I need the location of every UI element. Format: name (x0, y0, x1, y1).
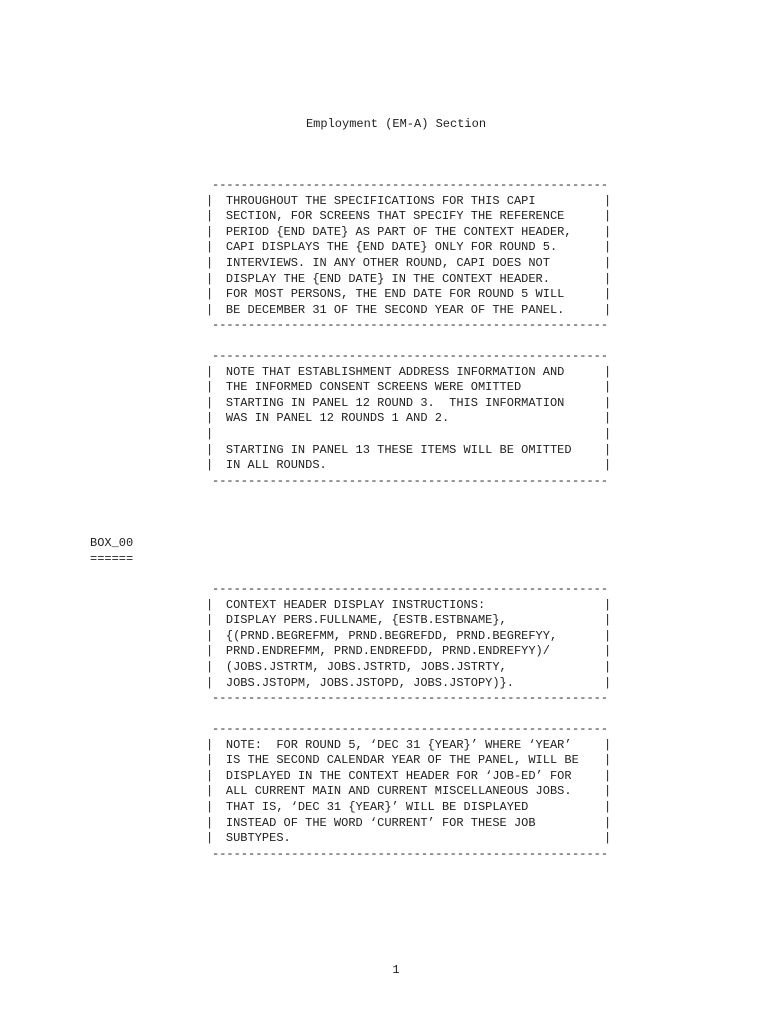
box-line: | SECTION, FOR SCREENS THAT SPECIFY THE REFERENCE | (206, 209, 612, 224)
box-line: | BE DECEMBER 31 OF THE SECOND YEAR OF THE PANEL. | (206, 302, 612, 317)
box-bottom-border (212, 847, 606, 863)
box-line: | THAT IS, ‘DEC 31 {YEAR}’ WILL BE DISPLAYED | (206, 799, 612, 814)
box-line: | THE INFORMED CONSENT SCREENS WERE OMITTED | (206, 380, 612, 395)
box-line: | INSTEAD OF THE WORD ‘CURRENT’ FOR THESE JOB | (206, 815, 612, 830)
box-line: | | (206, 426, 612, 441)
box-line: | JOBS.JSTOPM, JOBS.JSTOPD, JOBS.JSTOPY)}. | (206, 675, 612, 690)
box-line: | NOTE THAT ESTABLISHMENT ADDRESS INFORMATION AND | (206, 364, 612, 379)
round-5-note-box (204, 722, 614, 862)
box-bottom-border (212, 474, 606, 490)
note-box-establishment (204, 349, 614, 489)
box-top-border (212, 582, 606, 598)
section-title: Employment (EM-A) Section (305, 117, 487, 131)
box-line: | IN ALL ROUNDS. | (206, 458, 612, 473)
box-line: | INTERVIEWS. IN ANY OTHER ROUND, CAPI DOES NOT | (206, 255, 612, 270)
box-top-border (212, 722, 606, 738)
box-line: | NOTE: FOR ROUND 5, ‘DEC 31 {YEAR}’ WHERE ‘YEAR’ | (206, 737, 612, 752)
box-line: | THROUGHOUT THE SPECIFICATIONS FOR THIS CAPI | (206, 193, 612, 208)
box-line: | FOR MOST PERSONS, THE END DATE FOR ROUND 5 WILL | (206, 287, 612, 302)
box-bottom-border (212, 318, 606, 334)
box-line: | DISPLAY THE {END DATE} IN THE CONTEXT HEADER. | (206, 271, 612, 286)
box-line: | PRND.ENDREFMM, PRND.ENDREFDD, PRND.ENDREFYY)/ | (206, 644, 612, 659)
box-line: | (JOBS.JSTRTM, JOBS.JSTRTD, JOBS.JSTRTY, | (206, 659, 612, 674)
box-00-underline: ====== (90, 551, 134, 566)
box-bottom-border (212, 691, 606, 707)
box-line: | DISPLAYED IN THE CONTEXT HEADER FOR ‘JOB-ED’ FOR | (206, 768, 612, 783)
box-line: | {(PRND.BEGREFMM, PRND.BEGREFDD, PRND.BEGREFYY, | (206, 628, 612, 643)
box-00-name: BOX_00 (90, 536, 134, 550)
box-line: | CAPI DISPLAYS THE {END DATE} ONLY FOR ROUND 5. | (206, 240, 612, 255)
box-line: | DISPLAY PERS.FULLNAME, {ESTB.ESTBNAME}, | (206, 613, 612, 628)
box-00-label (90, 536, 133, 567)
box-line: | CONTEXT HEADER DISPLAY INSTRUCTIONS: | (206, 597, 612, 612)
page-number: 1 (392, 963, 400, 977)
box-line: | SUBTYPES. | (206, 831, 612, 846)
box-line: | ALL CURRENT MAIN AND CURRENT MISCELLANEOUS JOBS. | (206, 784, 612, 799)
context-header-box (204, 582, 614, 707)
box-line: | PERIOD {END DATE} AS PART OF THE CONTEXT HEADER, | (206, 224, 612, 239)
box-line: | STARTING IN PANEL 12 ROUND 3. THIS INFORMATION | (206, 395, 612, 410)
note-box-end-date (204, 178, 614, 334)
box-line: | WAS IN PANEL 12 ROUNDS 1 AND 2. | (206, 411, 612, 426)
box-top-border (212, 178, 606, 194)
box-line: | IS THE SECOND CALENDAR YEAR OF THE PANEL, WILL BE | (206, 753, 612, 768)
box-top-border (212, 349, 606, 365)
box-line: | STARTING IN PANEL 13 THESE ITEMS WILL BE OMITTED | (206, 442, 612, 457)
